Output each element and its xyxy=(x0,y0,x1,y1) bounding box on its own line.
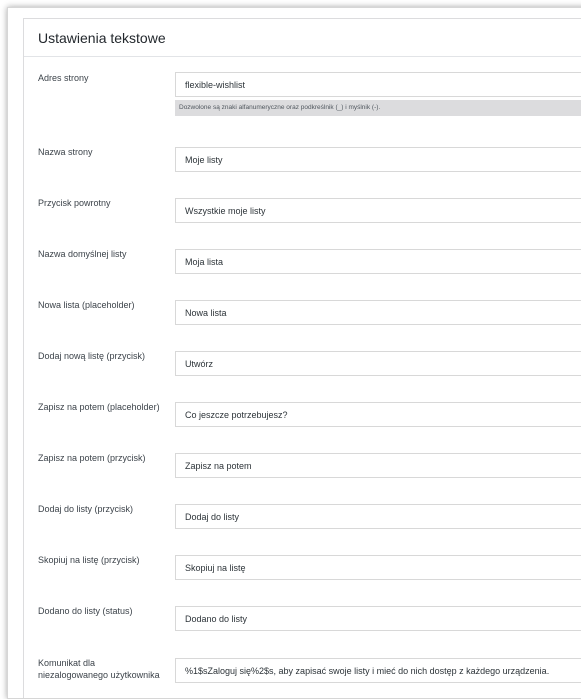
default-list-name-input[interactable] xyxy=(175,249,581,274)
field-label-add-to-list-button: Dodaj do listy (przycisk) xyxy=(38,504,134,514)
field-label-new-list-placeholder: Nowa lista (placeholder) xyxy=(38,300,135,310)
field-label-page-name: Nazwa strony xyxy=(38,147,93,157)
field-label-default-list-name: Nazwa domyślnej listy xyxy=(38,249,127,259)
field-label-add-new-list-button: Dodaj nową listę (przycisk) xyxy=(38,351,146,361)
save-for-later-placeholder-input[interactable] xyxy=(175,402,581,427)
field-label-back-button: Przycisk powrotny xyxy=(38,198,111,208)
panel-title: Ustawienia tekstowe xyxy=(38,29,166,46)
field-label-copy-to-list-button: Skopiuj na listę (przycisk) xyxy=(38,555,140,565)
field-label-save-for-later-button: Zapisz na potem (przycisk) xyxy=(38,453,146,463)
copy-to-list-button-input[interactable] xyxy=(175,555,581,580)
page-address-help-text: Dozwolone są znaki alfanumeryczne oraz podkreślnik (_) i myślnik (-). xyxy=(175,100,581,116)
page-name-input[interactable] xyxy=(175,147,581,172)
field-label-save-for-later-placeholder: Zapisz na potem (placeholder) xyxy=(38,402,160,412)
added-to-list-status-input[interactable] xyxy=(175,606,581,631)
page-address-input[interactable] xyxy=(175,72,581,97)
field-label-added-to-list-status: Dodano do listy (status) xyxy=(38,606,133,616)
screenshot-frame xyxy=(7,7,581,699)
back-button-input[interactable] xyxy=(175,198,581,223)
guest-message-input[interactable] xyxy=(175,658,581,683)
panel-header xyxy=(24,19,581,57)
add-new-list-button-input[interactable] xyxy=(175,351,581,376)
save-for-later-button-input[interactable] xyxy=(175,453,581,478)
field-label-guest-message: Komunikat dla niezalogowanego użytkownika xyxy=(38,658,160,680)
field-label-page-address: Adres strony xyxy=(38,73,89,83)
add-to-list-button-input[interactable] xyxy=(175,504,581,529)
new-list-placeholder-input[interactable] xyxy=(175,300,581,325)
text-settings-panel xyxy=(23,18,581,699)
